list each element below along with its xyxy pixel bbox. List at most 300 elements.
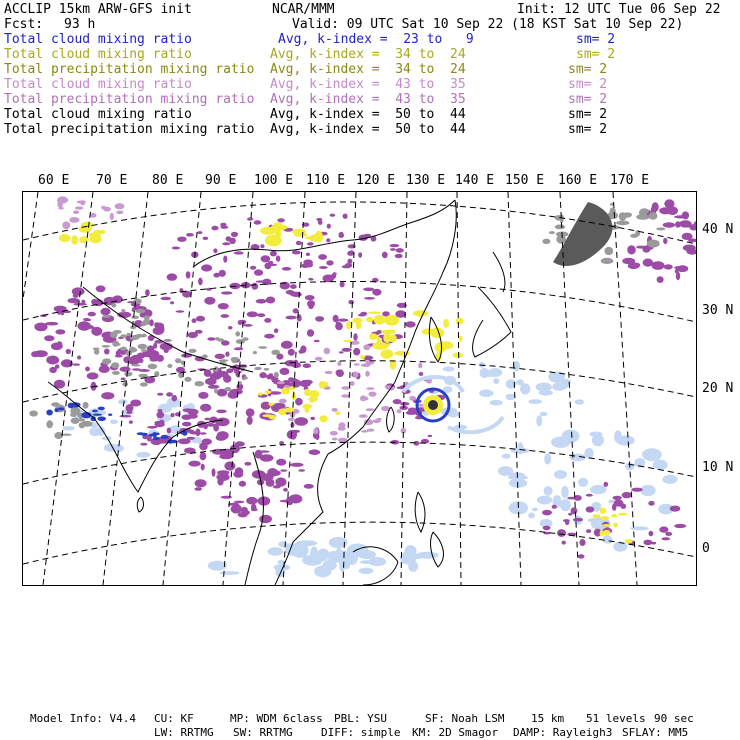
gray-cloud <box>224 387 231 391</box>
field-avg: Avg, k-index = 34 to 24 <box>270 47 466 62</box>
yellow-cloud <box>389 334 396 342</box>
light-blue-patch <box>482 371 496 377</box>
purple-cloud <box>306 253 310 256</box>
light-blue-patch <box>443 367 455 372</box>
purple-cloud <box>280 500 292 503</box>
purple-cloud <box>643 540 652 546</box>
lon-label: 90 E <box>205 173 237 188</box>
purple-cloud <box>172 395 178 402</box>
purple-cloud <box>267 468 278 477</box>
gray-cloud <box>640 208 649 214</box>
purple-cloud <box>659 207 672 214</box>
light-purple-cloud <box>361 363 371 367</box>
purple-cloud <box>281 341 293 349</box>
light-blue-patch <box>359 568 374 574</box>
purple-cloud <box>307 242 314 245</box>
purple-cloud <box>327 224 331 229</box>
gray-cloud <box>274 372 279 378</box>
purple-cloud <box>266 297 275 304</box>
purple-cloud <box>300 345 306 353</box>
light-purple-cloud <box>75 206 84 209</box>
light-blue-patch <box>347 544 369 558</box>
light-purple-cloud <box>350 381 355 386</box>
purple-cloud <box>145 289 150 296</box>
purple-cloud <box>292 362 302 368</box>
light-blue-patch <box>603 535 612 543</box>
purple-cloud <box>235 441 245 446</box>
gray-cloud <box>46 420 53 428</box>
gray-cloud <box>217 338 224 341</box>
purple-cloud <box>85 367 90 372</box>
purple-cloud <box>166 392 173 396</box>
purple-cloud <box>303 363 312 368</box>
purple-cloud <box>170 301 174 304</box>
gray-cloud <box>148 364 158 370</box>
purple-cloud <box>659 526 668 532</box>
field-row <box>4 47 736 62</box>
gray-cloud <box>141 349 148 352</box>
yellow-cloud <box>71 235 78 244</box>
purple-cloud <box>622 492 632 498</box>
purple-cloud <box>256 299 267 304</box>
purple-cloud <box>338 319 349 322</box>
field-name: Total cloud mixing ratio <box>4 32 192 47</box>
purple-cloud <box>55 329 65 334</box>
light-purple-cloud <box>332 438 338 441</box>
field-row <box>4 62 736 77</box>
purple-cloud <box>231 232 238 237</box>
purple-cloud <box>188 430 195 434</box>
light-purple-cloud <box>330 431 338 436</box>
purple-cloud <box>205 378 217 385</box>
yellow-cloud <box>600 508 607 514</box>
yellow-cloud <box>435 342 447 352</box>
purple-cloud <box>419 372 424 376</box>
gray-cloud <box>110 332 118 338</box>
field-smoothing: sm= 2 <box>576 32 616 47</box>
purple-cloud <box>149 319 154 326</box>
yellow-cloud <box>625 539 633 543</box>
purple-cloud <box>264 334 275 339</box>
light-blue-patch <box>536 415 542 426</box>
purple-cloud <box>254 269 263 275</box>
yellow-cloud <box>366 317 373 323</box>
purple-cloud <box>631 488 643 492</box>
lon-label: 120 E <box>356 173 396 188</box>
gray-cloud <box>121 309 125 313</box>
purple-cloud <box>614 500 624 507</box>
purple-cloud <box>319 266 328 269</box>
yellow-cloud <box>369 333 377 340</box>
longitude-line <box>103 192 148 585</box>
purple-cloud <box>664 264 673 269</box>
blue-band <box>68 403 75 409</box>
gray-cloud <box>131 364 140 366</box>
lon-label: 150 E <box>505 173 545 188</box>
field-smoothing: sm= 2 <box>568 122 608 137</box>
purple-cloud <box>348 300 354 304</box>
purple-cloud <box>323 275 335 283</box>
purple-cloud <box>224 461 235 470</box>
purple-cloud <box>257 313 265 317</box>
gray-cloud <box>601 258 614 264</box>
purple-cloud <box>280 368 290 375</box>
gray-cloud <box>604 247 613 255</box>
purple-cloud <box>258 496 271 505</box>
purple-cloud <box>310 417 315 420</box>
gray-cloud <box>167 364 172 368</box>
light-blue-patch <box>89 427 100 436</box>
purple-cloud <box>340 282 345 288</box>
purple-cloud <box>326 260 333 265</box>
light-purple-cloud <box>315 357 323 361</box>
purple-cloud <box>213 248 217 253</box>
purple-cloud <box>295 398 303 406</box>
purple-cloud <box>330 214 336 217</box>
purple-cloud <box>221 496 232 499</box>
gray-cloud <box>616 221 629 226</box>
lat-label: 40 N <box>702 222 734 237</box>
gray-cloud <box>630 234 638 238</box>
light-blue-patch <box>416 552 439 559</box>
light-purple-cloud <box>354 363 360 366</box>
purple-cloud <box>343 214 348 219</box>
purple-cloud <box>207 423 215 427</box>
vertical-levels: 51 levels <box>586 712 646 725</box>
purple-cloud <box>682 225 694 228</box>
purple-cloud <box>338 233 344 238</box>
coastline <box>137 497 143 512</box>
purple-cloud <box>139 358 144 363</box>
light-purple-cloud <box>369 392 377 397</box>
purple-cloud <box>254 220 262 224</box>
purple-cloud <box>303 380 313 385</box>
yellow-cloud <box>343 340 351 343</box>
purple-cloud <box>273 485 281 488</box>
purple-cloud <box>274 328 279 333</box>
light-purple-cloud <box>69 217 79 223</box>
purple-cloud <box>149 352 160 360</box>
lon-label: 110 E <box>306 173 346 188</box>
field-avg: Avg, k-index = 43 to 35 <box>270 92 466 107</box>
purple-cloud <box>665 532 672 536</box>
purple-cloud <box>155 421 163 424</box>
light-purple-cloud <box>353 372 359 378</box>
field-avg: Avg, k-index = 34 to 24 <box>270 62 466 77</box>
yellow-cloud <box>319 415 327 422</box>
typhoon-spiral-band <box>448 417 503 432</box>
light-blue-patch <box>310 547 318 563</box>
purple-cloud <box>648 501 654 506</box>
purple-cloud <box>552 505 557 509</box>
purple-cloud <box>353 348 360 356</box>
yellow-cloud <box>294 233 308 237</box>
yellow-cloud <box>360 355 365 359</box>
purple-cloud <box>202 439 212 445</box>
purple-cloud <box>395 254 403 258</box>
light-blue-patch <box>575 399 584 404</box>
pbl-scheme: PBL: YSU <box>334 712 387 725</box>
light-purple-cloud <box>324 348 331 355</box>
blue-band <box>58 407 65 410</box>
blue-band <box>98 407 105 411</box>
field-name: Total precipitation mixing ratio <box>4 92 255 107</box>
purple-cloud <box>234 347 243 350</box>
purple-cloud <box>189 461 201 467</box>
lon-label: 160 E <box>558 173 598 188</box>
gray-cloud <box>214 389 218 394</box>
cloud-mixing-ratio-shading <box>29 196 696 577</box>
gray-cloud <box>111 303 116 307</box>
purple-cloud <box>307 300 315 307</box>
blue-band <box>55 408 59 412</box>
lat-label: 0 <box>702 541 710 556</box>
gray-cloud <box>175 358 181 363</box>
gray-cloud <box>231 357 239 361</box>
yellow-cloud <box>289 386 296 390</box>
purple-cloud <box>261 255 271 262</box>
gray-cloud <box>29 410 38 416</box>
lon-label: 80 E <box>152 173 184 188</box>
purple-cloud <box>251 504 257 512</box>
purple-cloud <box>335 322 343 330</box>
purple-cloud <box>586 529 591 533</box>
purple-cloud <box>290 284 297 289</box>
gray-cloud <box>136 300 141 305</box>
yellow-cloud <box>264 390 271 393</box>
purple-cloud <box>657 276 664 283</box>
yellow-cloud <box>601 516 610 520</box>
purple-cloud <box>157 409 162 412</box>
purple-cloud <box>67 298 79 303</box>
purple-cloud <box>567 497 577 500</box>
gray-cloud <box>79 418 85 421</box>
purple-cloud <box>229 238 236 244</box>
lon-label: 100 E <box>254 173 294 188</box>
light-purple-cloud <box>103 207 111 212</box>
light-purple-cloud <box>62 221 70 229</box>
purple-cloud <box>586 506 595 512</box>
purple-cloud <box>682 211 689 219</box>
forecast-hour: 93 h <box>64 17 96 32</box>
purple-cloud <box>200 404 211 412</box>
purple-cloud <box>315 316 324 322</box>
field-avg: Avg, k-index = 50 to 44 <box>270 107 466 122</box>
gray-cloud <box>83 402 89 409</box>
gray-cloud <box>102 315 111 318</box>
lon-label: 130 E <box>406 173 446 188</box>
purple-cloud <box>211 226 218 231</box>
gray-cloud <box>120 347 127 351</box>
light-blue-patch <box>62 426 75 430</box>
light-blue-patch <box>614 430 622 443</box>
purple-cloud <box>208 385 220 389</box>
yellow-cloud <box>611 514 617 518</box>
purple-cloud <box>285 316 296 320</box>
yellow-cloud <box>374 315 386 325</box>
gray-cloud <box>111 362 119 368</box>
purple-cloud <box>358 252 362 258</box>
purple-cloud <box>268 261 273 265</box>
purple-cloud <box>663 238 667 244</box>
gray-cloud <box>131 316 139 319</box>
purple-cloud <box>308 278 313 281</box>
purple-cloud <box>170 413 174 417</box>
purple-cloud <box>195 330 203 334</box>
light-blue-patch <box>520 383 530 394</box>
purple-cloud <box>49 367 57 373</box>
lat-label: 10 N <box>702 460 734 475</box>
purple-cloud <box>342 265 351 268</box>
purple-cloud <box>675 221 681 227</box>
purple-cloud <box>663 222 676 227</box>
purple-cloud <box>363 288 374 292</box>
yellow-cloud <box>275 229 282 238</box>
purple-cloud <box>186 233 192 237</box>
purple-cloud <box>241 507 248 514</box>
purple-cloud <box>228 391 239 399</box>
purple-cloud <box>130 400 141 407</box>
purple-cloud <box>207 337 215 341</box>
field-avg: Avg, k-index = 43 to 35 <box>270 77 466 92</box>
yellow-cloud <box>59 234 71 242</box>
gray-cloud <box>102 358 111 364</box>
yellow-cloud <box>281 388 290 395</box>
light-blue-patch <box>448 410 458 417</box>
purple-cloud <box>247 311 258 317</box>
gray-cloud <box>195 381 205 386</box>
lon-label: 140 E <box>455 173 495 188</box>
light-purple-cloud <box>332 408 338 412</box>
yellow-cloud <box>603 530 611 535</box>
field-avg: Avg, k-index = 50 to 44 <box>270 122 466 137</box>
yellow-cloud <box>592 514 600 518</box>
purple-cloud <box>161 297 172 301</box>
damping: DAMP: Rayleigh3 <box>513 726 613 739</box>
purple-cloud <box>158 325 164 333</box>
purple-cloud <box>147 345 155 351</box>
purple-cloud <box>57 341 63 347</box>
light-purple-cloud <box>313 428 318 434</box>
purple-cloud <box>96 285 106 292</box>
gray-cloud <box>656 227 665 230</box>
blue-band <box>152 433 160 436</box>
yellow-cloud <box>381 330 396 335</box>
purple-cloud <box>222 242 230 245</box>
lon-label: 170 E <box>610 173 650 188</box>
light-blue-patch <box>136 452 150 458</box>
light-purple-cloud <box>373 419 381 423</box>
yellow-cloud <box>618 513 627 516</box>
typhoon-vortex <box>403 377 503 432</box>
purple-cloud <box>304 484 314 489</box>
purple-cloud <box>280 469 287 471</box>
purple-cloud <box>244 462 251 466</box>
yellow-cloud <box>602 524 611 527</box>
purple-cloud <box>234 251 244 254</box>
purple-cloud <box>200 452 207 460</box>
lon-label: 60 E <box>38 173 70 188</box>
purple-cloud <box>156 412 164 419</box>
yellow-cloud <box>443 319 449 328</box>
purple-cloud <box>176 310 185 312</box>
light-purple-cloud <box>409 396 416 401</box>
gray-cloud <box>647 240 660 248</box>
purple-cloud <box>198 278 203 286</box>
coastline <box>431 532 444 567</box>
purple-cloud <box>573 518 583 522</box>
light-blue-patch <box>369 557 387 566</box>
purple-cloud <box>628 263 640 269</box>
purple-cloud <box>675 269 679 273</box>
purple-cloud <box>297 314 302 321</box>
purple-cloud <box>246 408 255 416</box>
field-smoothing: sm= 2 <box>568 62 608 77</box>
purple-cloud <box>87 372 99 379</box>
purple-cloud <box>45 322 58 326</box>
gray-cloud <box>649 212 658 220</box>
light-blue-patch <box>490 400 503 406</box>
purple-cloud <box>183 408 194 412</box>
longwave-scheme: LW: RRTMG <box>154 726 214 739</box>
purple-cloud <box>231 505 242 514</box>
purple-cloud <box>264 318 271 323</box>
gray-cloud <box>120 334 126 338</box>
purple-cloud <box>339 351 344 353</box>
yellow-cloud <box>356 322 362 329</box>
yellow-cloud <box>268 403 274 406</box>
purple-cloud <box>276 459 286 466</box>
purple-cloud <box>277 218 285 222</box>
field-smoothing: sm= 2 <box>576 47 616 62</box>
purple-cloud <box>72 287 85 295</box>
gray-cloud <box>258 346 267 349</box>
blue-band <box>93 414 102 416</box>
purple-cloud <box>643 259 654 267</box>
microphysics-scheme: MP: WDM 6class <box>230 712 323 725</box>
yellow-cloud <box>367 312 381 315</box>
purple-cloud <box>347 259 352 264</box>
yellow-cloud <box>380 349 393 359</box>
purple-cloud <box>31 351 39 357</box>
purple-cloud <box>347 251 353 256</box>
light-blue-patch <box>537 496 552 505</box>
purple-cloud <box>217 431 229 440</box>
light-blue-patch <box>544 486 553 496</box>
purple-cloud <box>132 307 136 312</box>
field-smoothing: sm= 2 <box>568 92 608 107</box>
purple-cloud <box>276 255 281 261</box>
purple-cloud <box>336 369 344 377</box>
purple-cloud <box>389 244 399 247</box>
purple-cloud <box>326 238 330 242</box>
purple-cloud <box>239 481 246 487</box>
field-name: Total cloud mixing ratio <box>4 107 192 122</box>
longitude-line <box>23 192 38 585</box>
purple-cloud <box>543 526 551 531</box>
typhoon-eye <box>428 400 438 410</box>
light-purple-cloud <box>418 363 422 369</box>
purple-cloud <box>228 326 232 329</box>
light-blue-patch <box>640 485 655 496</box>
purple-cloud <box>195 479 207 487</box>
purple-cloud <box>87 319 91 322</box>
purple-cloud <box>204 297 215 305</box>
organization: NCAR/MMM <box>272 2 335 17</box>
gray-cloud <box>124 372 132 377</box>
gray-cloud <box>51 402 60 406</box>
purple-cloud <box>216 410 227 414</box>
